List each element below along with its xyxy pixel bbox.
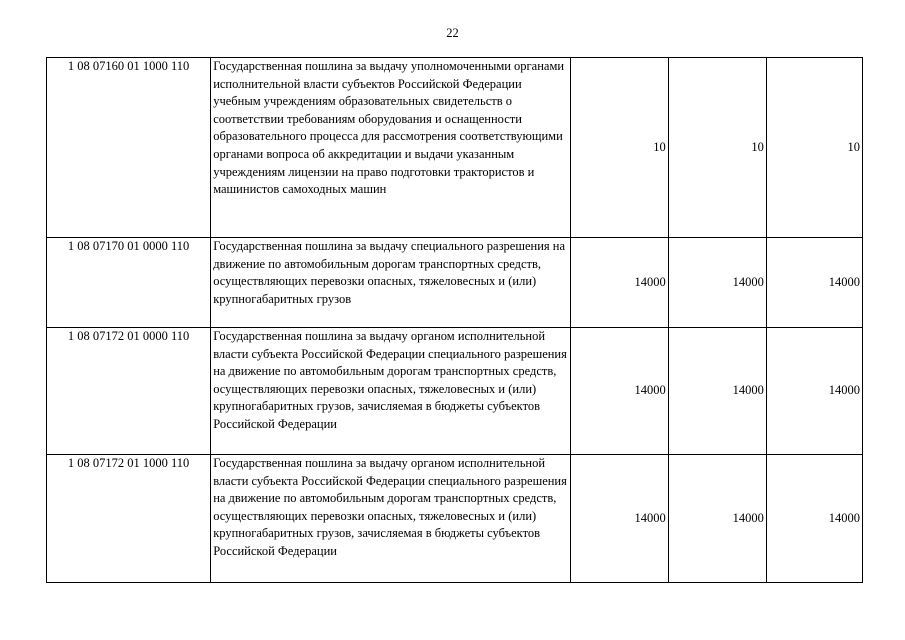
amount-cell-1: 10 xyxy=(570,58,668,238)
amount-cell-1: 14000 xyxy=(570,238,668,328)
table-row xyxy=(47,238,863,328)
budget-code-cell: 1 08 07172 01 0000 110 xyxy=(47,328,211,455)
amount-cell-3: 14000 xyxy=(766,238,862,328)
table-row xyxy=(47,455,863,583)
budget-revenue-table xyxy=(46,57,863,583)
amount-cell-3: 10 xyxy=(766,58,862,238)
budget-code-cell: 1 08 07160 01 1000 110 xyxy=(47,58,211,238)
revenue-name-cell: Государственная пошлина за выдачу уполномоченными органами исполнительной власти субъектов Российской Федерации учебным учреждениям образовательных свидетельств о соответствии требованиям оборудования и оснащенности образовательного процесса для рассмотрения соответствующими органами вопроса об аккредитации и выдачи указанным учреждениям лицензии на право подготовки трактористов и машинистов самоходных машин xyxy=(211,58,570,238)
amount-cell-3: 14000 xyxy=(766,455,862,583)
table-row xyxy=(47,328,863,455)
amount-cell-2: 14000 xyxy=(668,455,766,583)
amount-cell-2: 14000 xyxy=(668,238,766,328)
amount-cell-1: 14000 xyxy=(570,328,668,455)
amount-cell-2: 10 xyxy=(668,58,766,238)
amount-cell-2: 14000 xyxy=(668,328,766,455)
revenue-name-cell: Государственная пошлина за выдачу органом исполнительной власти субъекта Российской Федерации специального разрешения на движение по автомобильным дорогам транспортных средств, осуществляющих перевозки опасных, тяжеловесных и (или) крупногабаритных грузов, зачисляемая в бюджеты субъектов Российской Федерации xyxy=(211,455,570,583)
revenue-name-cell: Государственная пошлина за выдачу специального разрешения на движение по автомобильным дорогам транспортных средств, осуществляющих перевозки опасных, тяжеловесных и (или) крупногабаритных грузов xyxy=(211,238,570,328)
page-number: 22 xyxy=(446,26,459,40)
table-row xyxy=(47,58,863,238)
budget-code-cell: 1 08 07172 01 1000 110 xyxy=(47,455,211,583)
amount-cell-3: 14000 xyxy=(766,328,862,455)
amount-cell-1: 14000 xyxy=(570,455,668,583)
revenue-name-cell: Государственная пошлина за выдачу органом исполнительной власти субъекта Российской Федерации специального разрешения на движение по автомобильным дорогам транспортных средств, осуществляющих перевозки опасных, тяжеловесных и (или) крупногабаритных грузов, зачисляемая в бюджеты субъектов Российской Федерации xyxy=(211,328,570,455)
budget-code-cell: 1 08 07170 01 0000 110 xyxy=(47,238,211,328)
